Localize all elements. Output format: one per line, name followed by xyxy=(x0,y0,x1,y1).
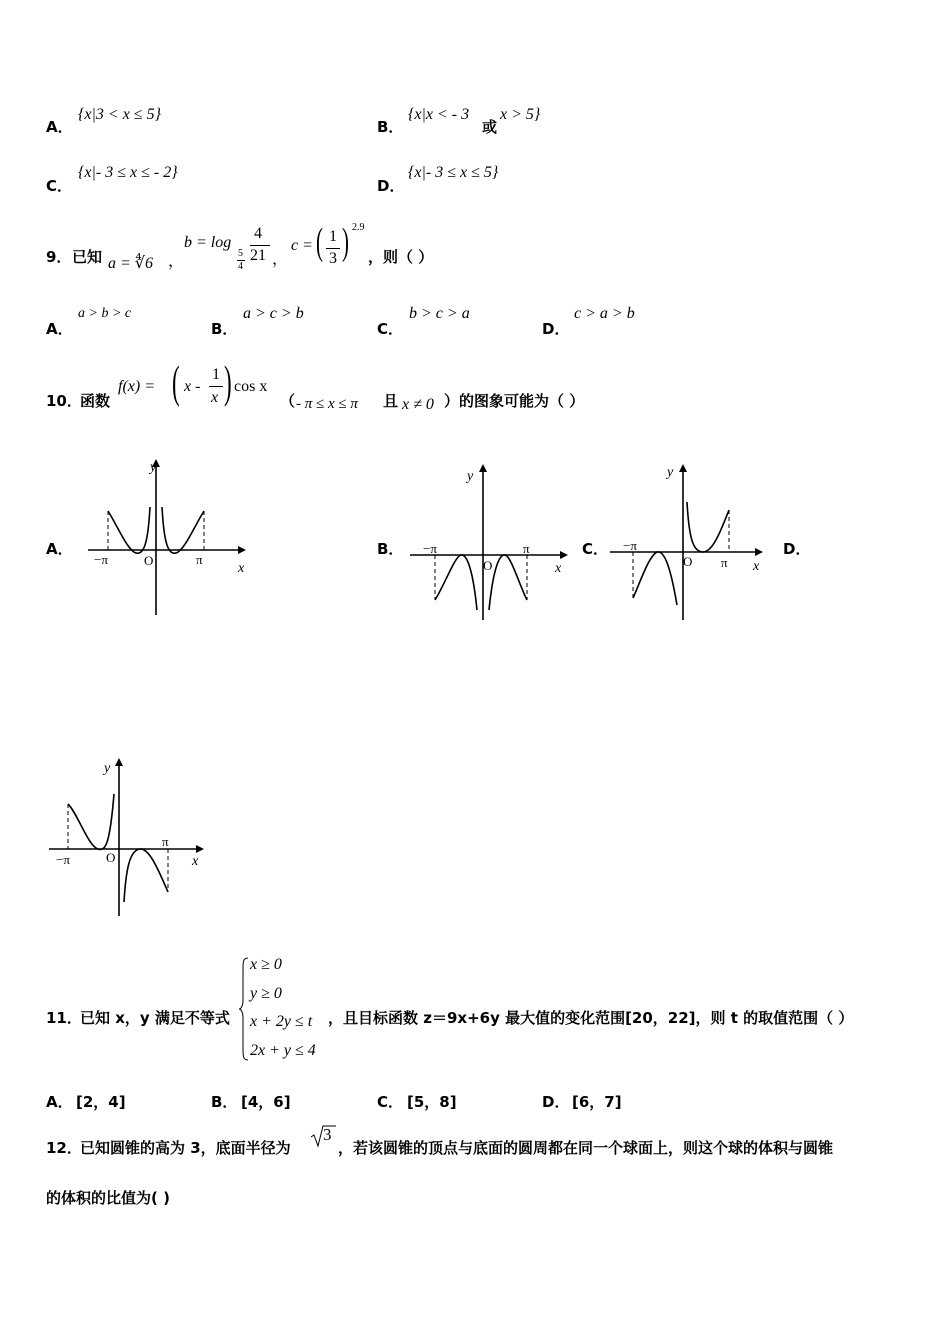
graph-c xyxy=(605,460,775,625)
q9-c-den: 3 xyxy=(329,250,337,267)
q9-tail: ，则（ ） xyxy=(368,248,434,266)
q9-c-exp: 2.9 xyxy=(352,222,365,233)
q10-f-cos: cos x xyxy=(234,378,268,395)
graph-d-x-label: x xyxy=(192,854,199,869)
graph-b-origin-label: O xyxy=(483,558,493,573)
q11-system-2: y ≥ 0 xyxy=(250,985,282,1002)
q9-b-num: 4 xyxy=(254,225,262,242)
q9-option-a-expr: a > b > c xyxy=(78,306,132,321)
q11-lead: 已知 x，y 满足不等式 xyxy=(80,1009,230,1027)
q9-number: 9． xyxy=(46,248,72,266)
q10-lead: 函数 xyxy=(80,392,111,410)
q8-option-d-expr: {x|- 3 ≤ x ≤ 5} xyxy=(408,164,499,181)
q9-option-b-expr: a > c > b xyxy=(243,305,304,322)
q12-line2: 的体积的比值为( ) xyxy=(46,1189,170,1207)
q9-c-lhs: c = xyxy=(291,237,313,254)
q11-option-c-label: C． xyxy=(377,1093,404,1111)
q10-option-b-label: B． xyxy=(377,540,404,558)
q11-system-4: 2x + y ≤ 4 xyxy=(250,1042,316,1059)
q9-option-c-expr: b > c > a xyxy=(409,305,470,322)
q9-option-d-expr: c > a > b xyxy=(574,305,635,322)
q12-text1: 已知圆锥的高为 3，底面半径为 xyxy=(80,1139,291,1157)
q11-system-brace xyxy=(238,956,250,1062)
graph-b-neg-pi-label: −π xyxy=(423,541,437,556)
q9-option-a-label: A． xyxy=(46,320,73,338)
q9-c-num: 1 xyxy=(329,228,337,245)
q8-option-c-expr: {x|- 3 ≤ x ≤ - 2} xyxy=(78,164,178,181)
q11-system-1: x ≥ 0 xyxy=(250,956,282,973)
q12-number: 12． xyxy=(46,1139,82,1157)
q11-number: 11． xyxy=(46,1009,82,1027)
graph-c-origin-label: O xyxy=(683,554,693,569)
q11-option-b-label: B． xyxy=(211,1093,238,1111)
q10-f-lhs: f(x) = xyxy=(118,378,155,395)
q8-option-a-label: A． xyxy=(46,118,73,136)
q8-option-d-label: D． xyxy=(377,177,405,195)
q12-text2: ，若该圆锥的顶点与底面的圆周都在同一个球面上，则这个球的体积与圆锥 xyxy=(338,1139,834,1157)
q10-f-inner: x - xyxy=(184,378,201,395)
graph-c-neg-pi-label: −π xyxy=(623,538,637,553)
q9-b-lhs: b = log xyxy=(184,234,232,251)
q12-sqrt-val: 3 xyxy=(323,1125,332,1144)
q9-option-d-label: D． xyxy=(542,320,570,338)
q11-system-3: x + 2y ≤ t xyxy=(250,1013,313,1030)
graph-b xyxy=(405,460,575,625)
graph-d-origin-label: O xyxy=(106,850,116,865)
q9-b-den: 21 xyxy=(250,247,266,264)
graph-d-neg-pi-label: −π xyxy=(56,852,70,867)
graph-d-pi-label: π xyxy=(162,834,169,849)
q9-option-c-label: C． xyxy=(377,320,404,338)
q9-option-b-label: B． xyxy=(211,320,238,338)
graph-a-neg-pi-label: −π xyxy=(94,552,108,567)
graph-d-y-label: y xyxy=(104,761,111,776)
q10-f-den: x xyxy=(211,389,219,406)
graph-c-pi-label: π xyxy=(721,555,728,570)
q10-open: （ xyxy=(280,392,296,410)
graph-b-x-label: x xyxy=(555,561,562,576)
graph-d xyxy=(44,752,214,920)
q11-option-a-label: A． xyxy=(46,1093,73,1111)
graph-b-pi-label: π xyxy=(523,541,530,556)
graph-a-pi-label: π xyxy=(196,552,203,567)
q9-lead: 已知 xyxy=(72,248,103,266)
q10-and: 且 xyxy=(383,392,399,410)
q10-cond: x ≠ 0 xyxy=(402,396,434,413)
q10-tail: ）的图象可能为（ ） xyxy=(444,392,585,410)
q11-option-a-value: [2，4] xyxy=(76,1093,126,1111)
graph-a-x-label: x xyxy=(238,561,245,576)
q10-f-num: 1 xyxy=(212,366,220,383)
q9-b-base-num: 5 xyxy=(238,248,243,259)
graph-a-y-label: y xyxy=(150,460,157,475)
q11-tail: ，且目标函数 z＝9x+6y 最大值的变化范围[20，22]，则 t 的取值范围（ ） xyxy=(328,1009,854,1027)
q11-option-b-value: [4，6] xyxy=(241,1093,291,1111)
q8-option-c-label: C． xyxy=(46,177,73,195)
q10-number: 10． xyxy=(46,392,82,410)
q9-a-expr: a = ∜6 xyxy=(108,255,153,272)
q8-option-a-expr: {x|3 < x ≤ 5} xyxy=(78,106,161,123)
graph-a-origin-label: O xyxy=(144,553,154,568)
q11-option-d-value: [6，7] xyxy=(572,1093,622,1111)
q10-option-a-label: A． xyxy=(46,540,73,558)
q8-option-b-label: B． xyxy=(377,118,404,136)
graph-b-y-label: y xyxy=(467,469,474,484)
q10-option-c-label: C． xyxy=(582,540,609,558)
q8-option-b-or: 或 xyxy=(482,118,498,136)
q10-domain: - π ≤ x ≤ π xyxy=(296,396,358,412)
q8-option-b-expr-post: x > 5} xyxy=(500,106,541,123)
q11-option-c-value: [5，8] xyxy=(407,1093,457,1111)
q11-option-d-label: D． xyxy=(542,1093,570,1111)
q9-b-base-den: 4 xyxy=(238,261,243,272)
graph-c-y-label: y xyxy=(667,465,674,480)
q10-option-d-label: D． xyxy=(783,540,811,558)
graph-c-x-label: x xyxy=(753,559,760,574)
graph-a xyxy=(78,455,268,620)
q8-option-b-expr-pre: {x|x < - 3 xyxy=(408,106,470,123)
